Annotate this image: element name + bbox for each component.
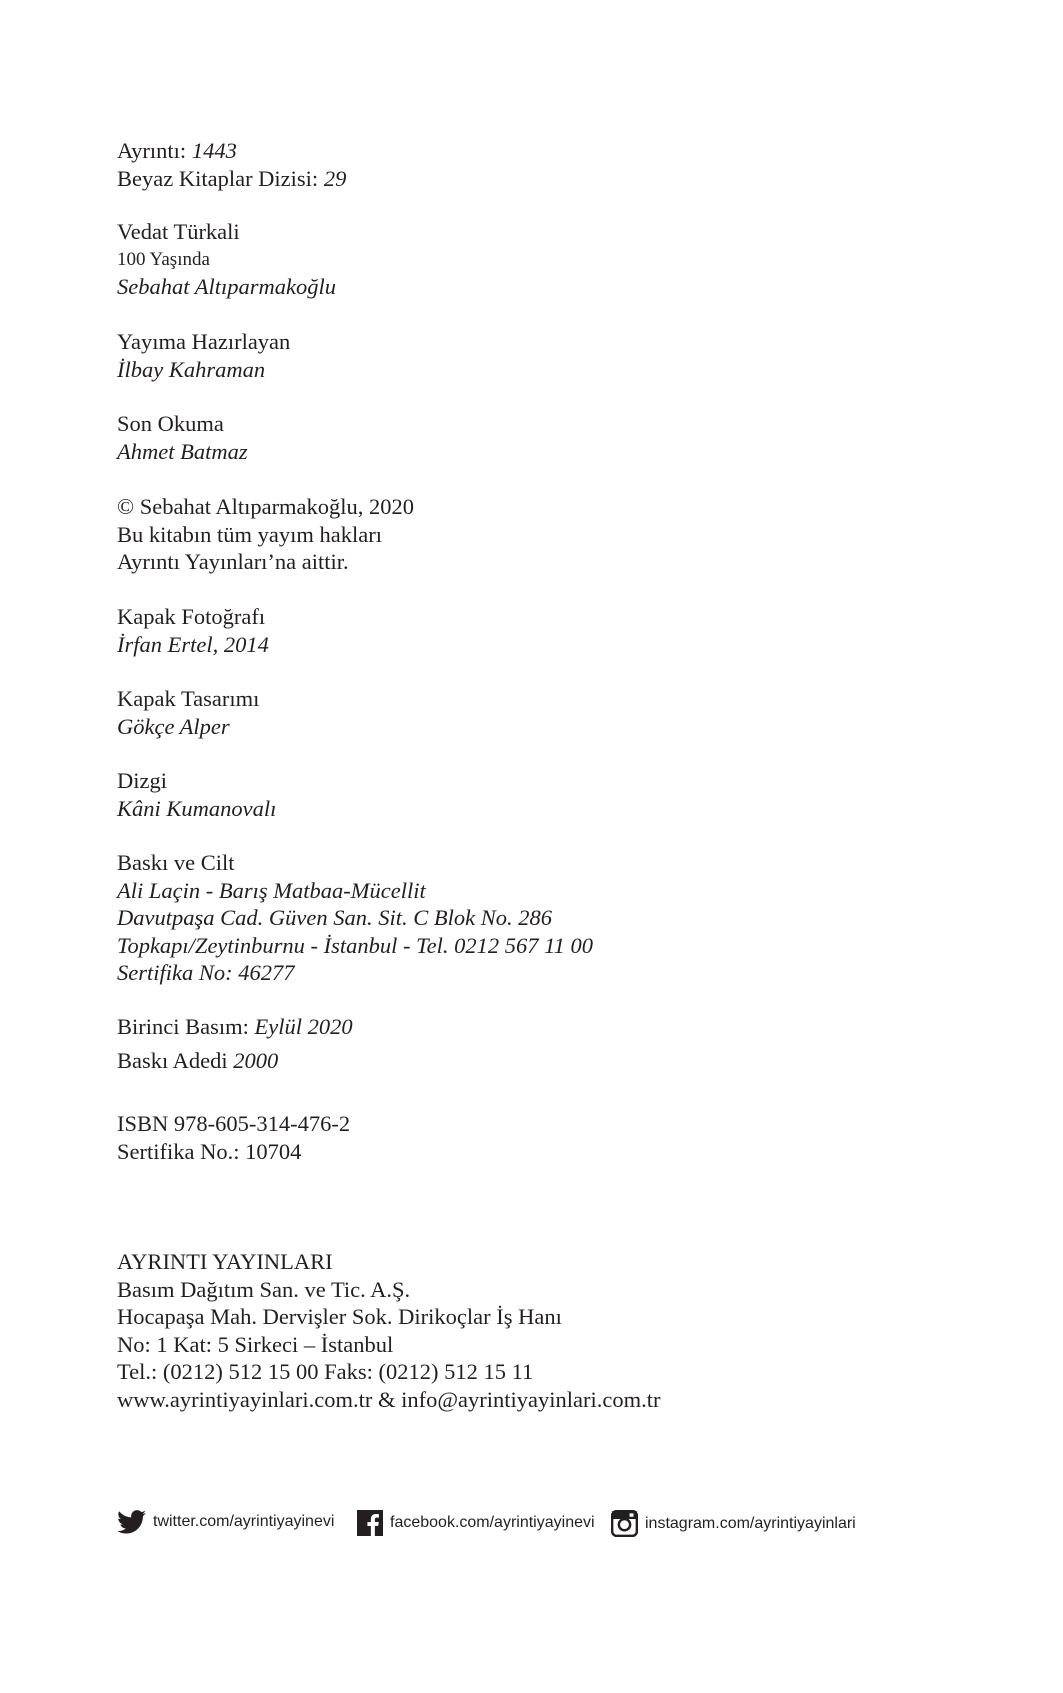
editor-block	[117, 328, 997, 383]
print-count-block	[117, 1047, 997, 1075]
book-writer: Sebahat Altıparmakoğlu	[117, 274, 336, 299]
printing-line: Davutpaşa Cad. Güven San. Sit. C Blok No. 286	[117, 905, 552, 930]
editor-label: Yayıma Hazırlayan	[117, 329, 291, 354]
book-block	[117, 218, 997, 301]
publisher-line: Tel.: (0212) 512 15 00 Faks: (0212) 512 15 11	[117, 1359, 534, 1384]
typesetting-block	[117, 767, 997, 822]
series-number: Ayrıntı: 1443	[117, 138, 237, 163]
publisher-name: AYRINTI YAYINLARI	[117, 1249, 333, 1274]
twitter-link[interactable]	[117, 1510, 334, 1534]
publisher-web: www.ayrintiyayinlari.com.tr & info@ayrintiyayinlari.com.tr	[117, 1386, 661, 1412]
copyright-block	[117, 493, 997, 576]
publisher-line: Basım Dağıtım San. ve Tic. A.Ş.	[117, 1276, 411, 1302]
printing-label: Baskı ve Cilt	[117, 850, 235, 875]
series-sub: Beyaz Kitaplar Dizisi: 29	[117, 165, 347, 191]
typesetting-name: Kâni Kumanovalı	[117, 795, 277, 821]
book-author: Vedat Türkali	[117, 219, 240, 244]
instagram-icon	[611, 1510, 638, 1537]
cover-photo-name: İrfan Ertel, 2014	[117, 631, 269, 657]
isbn-cert: Sertifika No.: 10704	[117, 1138, 302, 1164]
twitter-url: twitter.com/ayrintiyayinevi	[153, 1513, 335, 1530]
proof-label: Son Okuma	[117, 411, 224, 436]
proof-name: Ahmet Batmaz	[117, 438, 248, 464]
edition-block	[117, 1013, 997, 1041]
copyright-line: © Sebahat Altıparmakoğlu, 2020	[117, 494, 415, 519]
publisher-line: Hocapaşa Mah. Dervişler Sok. Dirikoçlar İş Hanı	[117, 1304, 562, 1329]
series-block	[117, 137, 997, 192]
editor-name: İlbay Kahraman	[117, 356, 266, 382]
instagram-link[interactable]	[611, 1510, 856, 1537]
cover-photo-label: Kapak Fotoğrafı	[117, 604, 266, 629]
isbn: ISBN 978-605-314-476-2	[117, 1111, 351, 1136]
cover-photo-block	[117, 603, 997, 658]
printing-line: Sertifika No: 46277	[117, 960, 295, 985]
typesetting-label: Dizgi	[117, 768, 167, 793]
cover-design-label: Kapak Tasarımı	[117, 686, 260, 711]
cover-design-block	[117, 685, 997, 740]
publisher-line: No: 1 Kat: 5 Sirkeci – İstanbul	[117, 1331, 394, 1357]
copyright-line: Bu kitabın tüm yayım hakları	[117, 521, 382, 547]
printing-line: Ali Laçin - Barış Matbaa-Mücellit	[117, 877, 426, 903]
facebook-link[interactable]	[357, 1510, 595, 1536]
copyright-line: Ayrıntı Yayınları’na aittir.	[117, 549, 349, 574]
twitter-icon	[117, 1510, 146, 1534]
first-edition: Birinci Basım: Eylül 2020	[117, 1014, 353, 1039]
print-count: Baskı Adedi 2000	[117, 1048, 279, 1073]
cover-design-name: Gökçe Alper	[117, 713, 230, 739]
instagram-url: instagram.com/ayrintiyayinlari	[645, 1514, 856, 1532]
proof-block	[117, 410, 997, 465]
printing-line: Topkapı/Zeytinburnu - İstanbul - Tel. 0212 567 11 00	[117, 932, 594, 958]
book-title: 100 Yaşında	[117, 248, 210, 270]
publisher-block	[117, 1248, 997, 1413]
printing-block	[117, 849, 997, 987]
facebook-icon	[357, 1510, 383, 1536]
facebook-url: facebook.com/ayrintiyayinevi	[390, 1514, 595, 1531]
isbn-block	[117, 1110, 997, 1165]
